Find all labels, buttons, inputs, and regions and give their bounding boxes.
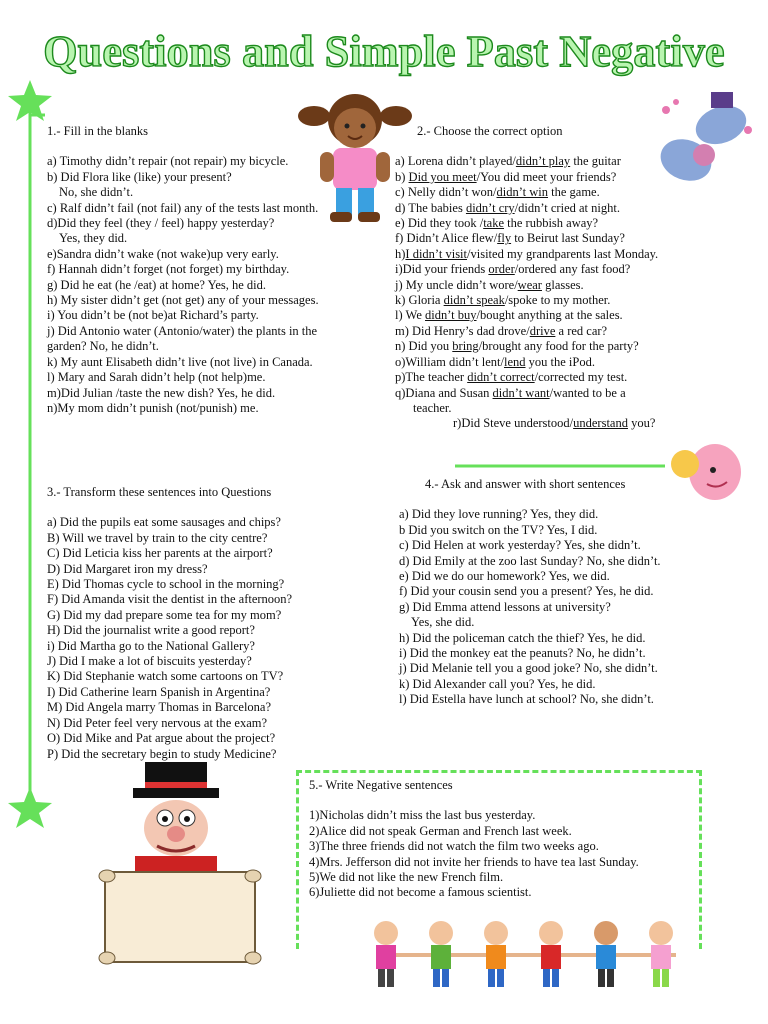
list-item: O) Did Mike and Pat argue about the project? <box>47 731 276 746</box>
list-item: g) Did he eat (he /eat) at home? Yes, he did. <box>47 277 267 292</box>
list-item: j) Did Melanie tell you a good joke? No, she didn’t. <box>399 661 658 676</box>
list-item: Yes, she did. <box>411 615 475 630</box>
list-item: i) Did the monkey eat the peanuts? No, he didn’t. <box>399 646 646 661</box>
correct-option: take <box>483 216 505 231</box>
list-item <box>395 339 695 354</box>
item-text: c) Nelly didn’t won/ <box>395 185 497 200</box>
item-text: /bought anything at the sales. <box>476 308 623 323</box>
item-text: e) Did they took / <box>395 216 484 231</box>
item-text: /visited my grandparents last Monday. <box>467 246 659 261</box>
list-item: h) Did the policeman catch the thief? Yes, he did. <box>399 630 646 645</box>
item-text: o)William didn’t lent/ <box>395 354 504 369</box>
list-item: i) You didn’t be (not be)at Richard’s party. <box>47 308 259 323</box>
item-text: the rubbish away? <box>504 216 599 231</box>
item-text: b) <box>395 169 409 184</box>
section-fill-blanks <box>47 124 327 416</box>
item-text: the guitar <box>570 154 621 169</box>
list-item: No, she didn’t. <box>59 185 134 200</box>
item-text: to Beirut last Sunday? <box>511 231 625 246</box>
item-text: j) My uncle didn’t wore/ <box>395 277 518 292</box>
item-text: /wanted to be a <box>549 385 626 400</box>
list-item: n)My mom didn’t punish (not/punish) me. <box>47 400 259 415</box>
list-item: a) Timothy didn’t repair (not repair) my bicycle. <box>47 154 289 169</box>
list-item <box>395 293 695 308</box>
item-text: teacher. <box>413 400 452 415</box>
item-text: q)Diana and Susan <box>395 385 493 400</box>
section-heading: 3.- Transform these sentences into Questions <box>47 485 272 499</box>
list-item <box>395 262 695 277</box>
correct-option: didn’t want <box>492 385 550 400</box>
list-item: H) Did the journalist write a good report? <box>47 623 255 638</box>
list-item: 6)Juliette did not become a famous scientist. <box>309 885 532 900</box>
correct-option: order <box>488 262 515 277</box>
list-item: M) Did Angela marry Thomas in Barcelona? <box>47 700 272 715</box>
correct-option: wear <box>517 277 542 292</box>
list-item: i) Did Martha go to the National Gallery? <box>47 638 255 653</box>
list-item: f) Did your cousin send you a present? Yes, he did. <box>399 584 654 599</box>
item-text: h) <box>395 246 406 261</box>
correct-option: understand <box>573 416 628 431</box>
item-text: /spoke to my mother. <box>504 293 611 308</box>
list-item: I) Did Catherine learn Spanish in Argentina? <box>47 684 271 699</box>
list-item: J) Did I make a lot of biscuits yesterday? <box>47 654 252 669</box>
section-heading: 2.- Choose the correct option <box>417 124 563 138</box>
section-heading: 4.- Ask and answer with short sentences <box>425 477 626 491</box>
list-item <box>395 416 695 431</box>
list-item: 3)The three friends did not watch the film two weeks ago. <box>309 839 599 854</box>
item-text: /didn’t cried at night. <box>514 200 620 215</box>
correct-option: I didn’t visit <box>405 246 468 261</box>
correct-option: drive <box>529 323 556 338</box>
list-item: G) Did my dad prepare some tea for my mom? <box>47 607 282 622</box>
correct-option: didn’t buy <box>425 308 477 323</box>
correct-option: didn’t play <box>515 154 571 169</box>
list-item: C) Did Leticia kiss her parents at the airport? <box>47 546 273 561</box>
list-item: c) Ralf didn’t fail (not fail) any of the tests last month. <box>47 200 319 215</box>
item-text: a red car? <box>555 323 608 338</box>
item-text: you the iPod. <box>525 354 595 369</box>
item-text: /ordered any fast food? <box>514 262 631 277</box>
list-item: k) My aunt Elisabeth didn’t live (not live) in Canada. <box>47 354 313 369</box>
fill-blanks-list <box>47 154 327 416</box>
children-holding-hands-clipart-icon <box>356 915 701 995</box>
list-item <box>395 370 695 385</box>
correct-option: bring <box>452 339 479 354</box>
list-item: h) My sister didn’t get (not get) any of your messages. <box>47 293 319 308</box>
star-icon <box>8 787 52 828</box>
list-item: e) Did we do our homework? Yes, we did. <box>399 569 610 584</box>
section-choose-option <box>395 124 695 432</box>
list-item: 1)Nicholas didn’t miss the last bus yesterday. <box>309 808 536 823</box>
section-heading: 5.- Write Negative sentences <box>309 778 453 792</box>
item-text: glasses. <box>541 277 584 292</box>
list-item: E) Did Thomas cycle to school in the morning? <box>47 577 285 592</box>
list-item: g) Did Emma attend lessons at university? <box>399 599 611 614</box>
section-short-answers <box>399 477 684 708</box>
list-item: b) Did Flora like (like) your present? <box>47 169 232 184</box>
item-text: m) Did Henry’s dad drove/ <box>395 323 530 338</box>
list-item <box>395 185 695 200</box>
item-text: r)Did Steve understood/ <box>453 416 574 431</box>
item-text: f) Didn’t Alice flew/ <box>395 231 498 246</box>
item-text: /corrected my test. <box>534 370 628 385</box>
correct-option: didn’t win <box>496 185 549 200</box>
list-item: a) Did the pupils eat some sausages and chips? <box>47 515 281 530</box>
list-item: e)Sandra didn’t wake (not wake)up very early. <box>47 246 279 261</box>
item-text: i)Did your friends <box>395 262 489 277</box>
list-item: P) Did the secretary begin to study Medicine? <box>47 746 277 761</box>
list-item: 2)Alice did not speak German and French last week. <box>309 823 572 838</box>
item-text: p)The teacher <box>395 370 468 385</box>
item-text: k) Gloria <box>395 293 444 308</box>
section-negative-sentences <box>309 778 709 901</box>
item-text: you? <box>627 416 656 431</box>
section-transform-questions <box>47 485 347 762</box>
list-item <box>395 401 695 416</box>
list-item <box>395 201 695 216</box>
item-text: the game. <box>548 185 600 200</box>
green-divider <box>455 462 665 470</box>
item-text: d) The babies <box>395 200 466 215</box>
item-text: a) Lorena didn’t played/ <box>395 154 516 169</box>
correct-option: didn’t correct <box>467 370 535 385</box>
item-text: l) We <box>395 308 426 323</box>
list-item <box>395 231 695 246</box>
page-title: Questions and Simple Past Negative <box>43 27 725 76</box>
choose-option-list <box>395 154 695 431</box>
list-item <box>395 216 695 231</box>
list-item <box>395 386 695 401</box>
list-item: m)Did Julian /taste the new dish? Yes, he did. <box>47 385 276 400</box>
list-item <box>395 247 695 262</box>
mascot-scroll-clipart-icon <box>95 760 265 970</box>
list-item: a) Did they love running? Yes, they did. <box>399 507 599 522</box>
list-item: d) Did Emily at the zoo last Sunday? No, she didn’t. <box>399 553 661 568</box>
list-item <box>395 170 695 185</box>
list-item: F) Did Amanda visit the dentist in the afternoon? <box>47 592 293 607</box>
correct-option: didn’t speak <box>443 293 505 308</box>
list-item: B) Will we travel by train to the city centre? <box>47 530 268 545</box>
correct-option: didn’t cry <box>465 200 515 215</box>
list-item: K) Did Stephanie watch some cartoons on TV? <box>47 669 284 684</box>
correct-option: Did you meet <box>408 169 477 184</box>
list-item: j) Did Antonio water (Antonio/water) the plants in the garden? No, he didn’t. <box>47 323 318 354</box>
list-item: Yes, they did. <box>59 231 128 246</box>
item-text: /You did meet your friends? <box>476 169 617 184</box>
list-item: k) Did Alexander call you? Yes, he did. <box>399 676 596 691</box>
correct-option: fly <box>497 231 512 246</box>
list-item: l) Did Estella have lunch at school? No, she didn’t. <box>399 692 654 707</box>
list-item: 5)We did not like the new French film. <box>309 870 504 885</box>
list-item <box>395 324 695 339</box>
negative-list <box>309 808 709 900</box>
list-item <box>395 154 695 169</box>
list-item: N) Did Peter feel very nervous at the exam? <box>47 715 268 730</box>
list-item <box>395 355 695 370</box>
list-item: d)Did they feel (they / feel) happy yesterday? <box>47 216 275 231</box>
list-item <box>395 278 695 293</box>
short-answers-list <box>399 507 684 707</box>
list-item: 4)Mrs. Jefferson did not invite her friends to have tea last Sunday. <box>309 854 639 869</box>
section-heading: 1.- Fill in the blanks <box>47 124 149 138</box>
list-item <box>395 308 695 323</box>
correct-option: lend <box>503 354 526 369</box>
item-text: n) Did you <box>395 339 453 354</box>
list-item: c) Did Helen at work yesterday? Yes, she didn’t. <box>399 538 641 553</box>
list-item: l) Mary and Sarah didn’t help (not help)me. <box>47 370 266 385</box>
item-text: /brought any food for the party? <box>478 339 639 354</box>
list-item: f) Hannah didn’t forget (not forget) my birthday. <box>47 262 290 277</box>
list-item: D) Did Margaret iron my dress? <box>47 561 208 576</box>
transform-list <box>47 515 347 762</box>
list-item: b Did you switch on the TV? Yes, I did. <box>399 522 598 537</box>
